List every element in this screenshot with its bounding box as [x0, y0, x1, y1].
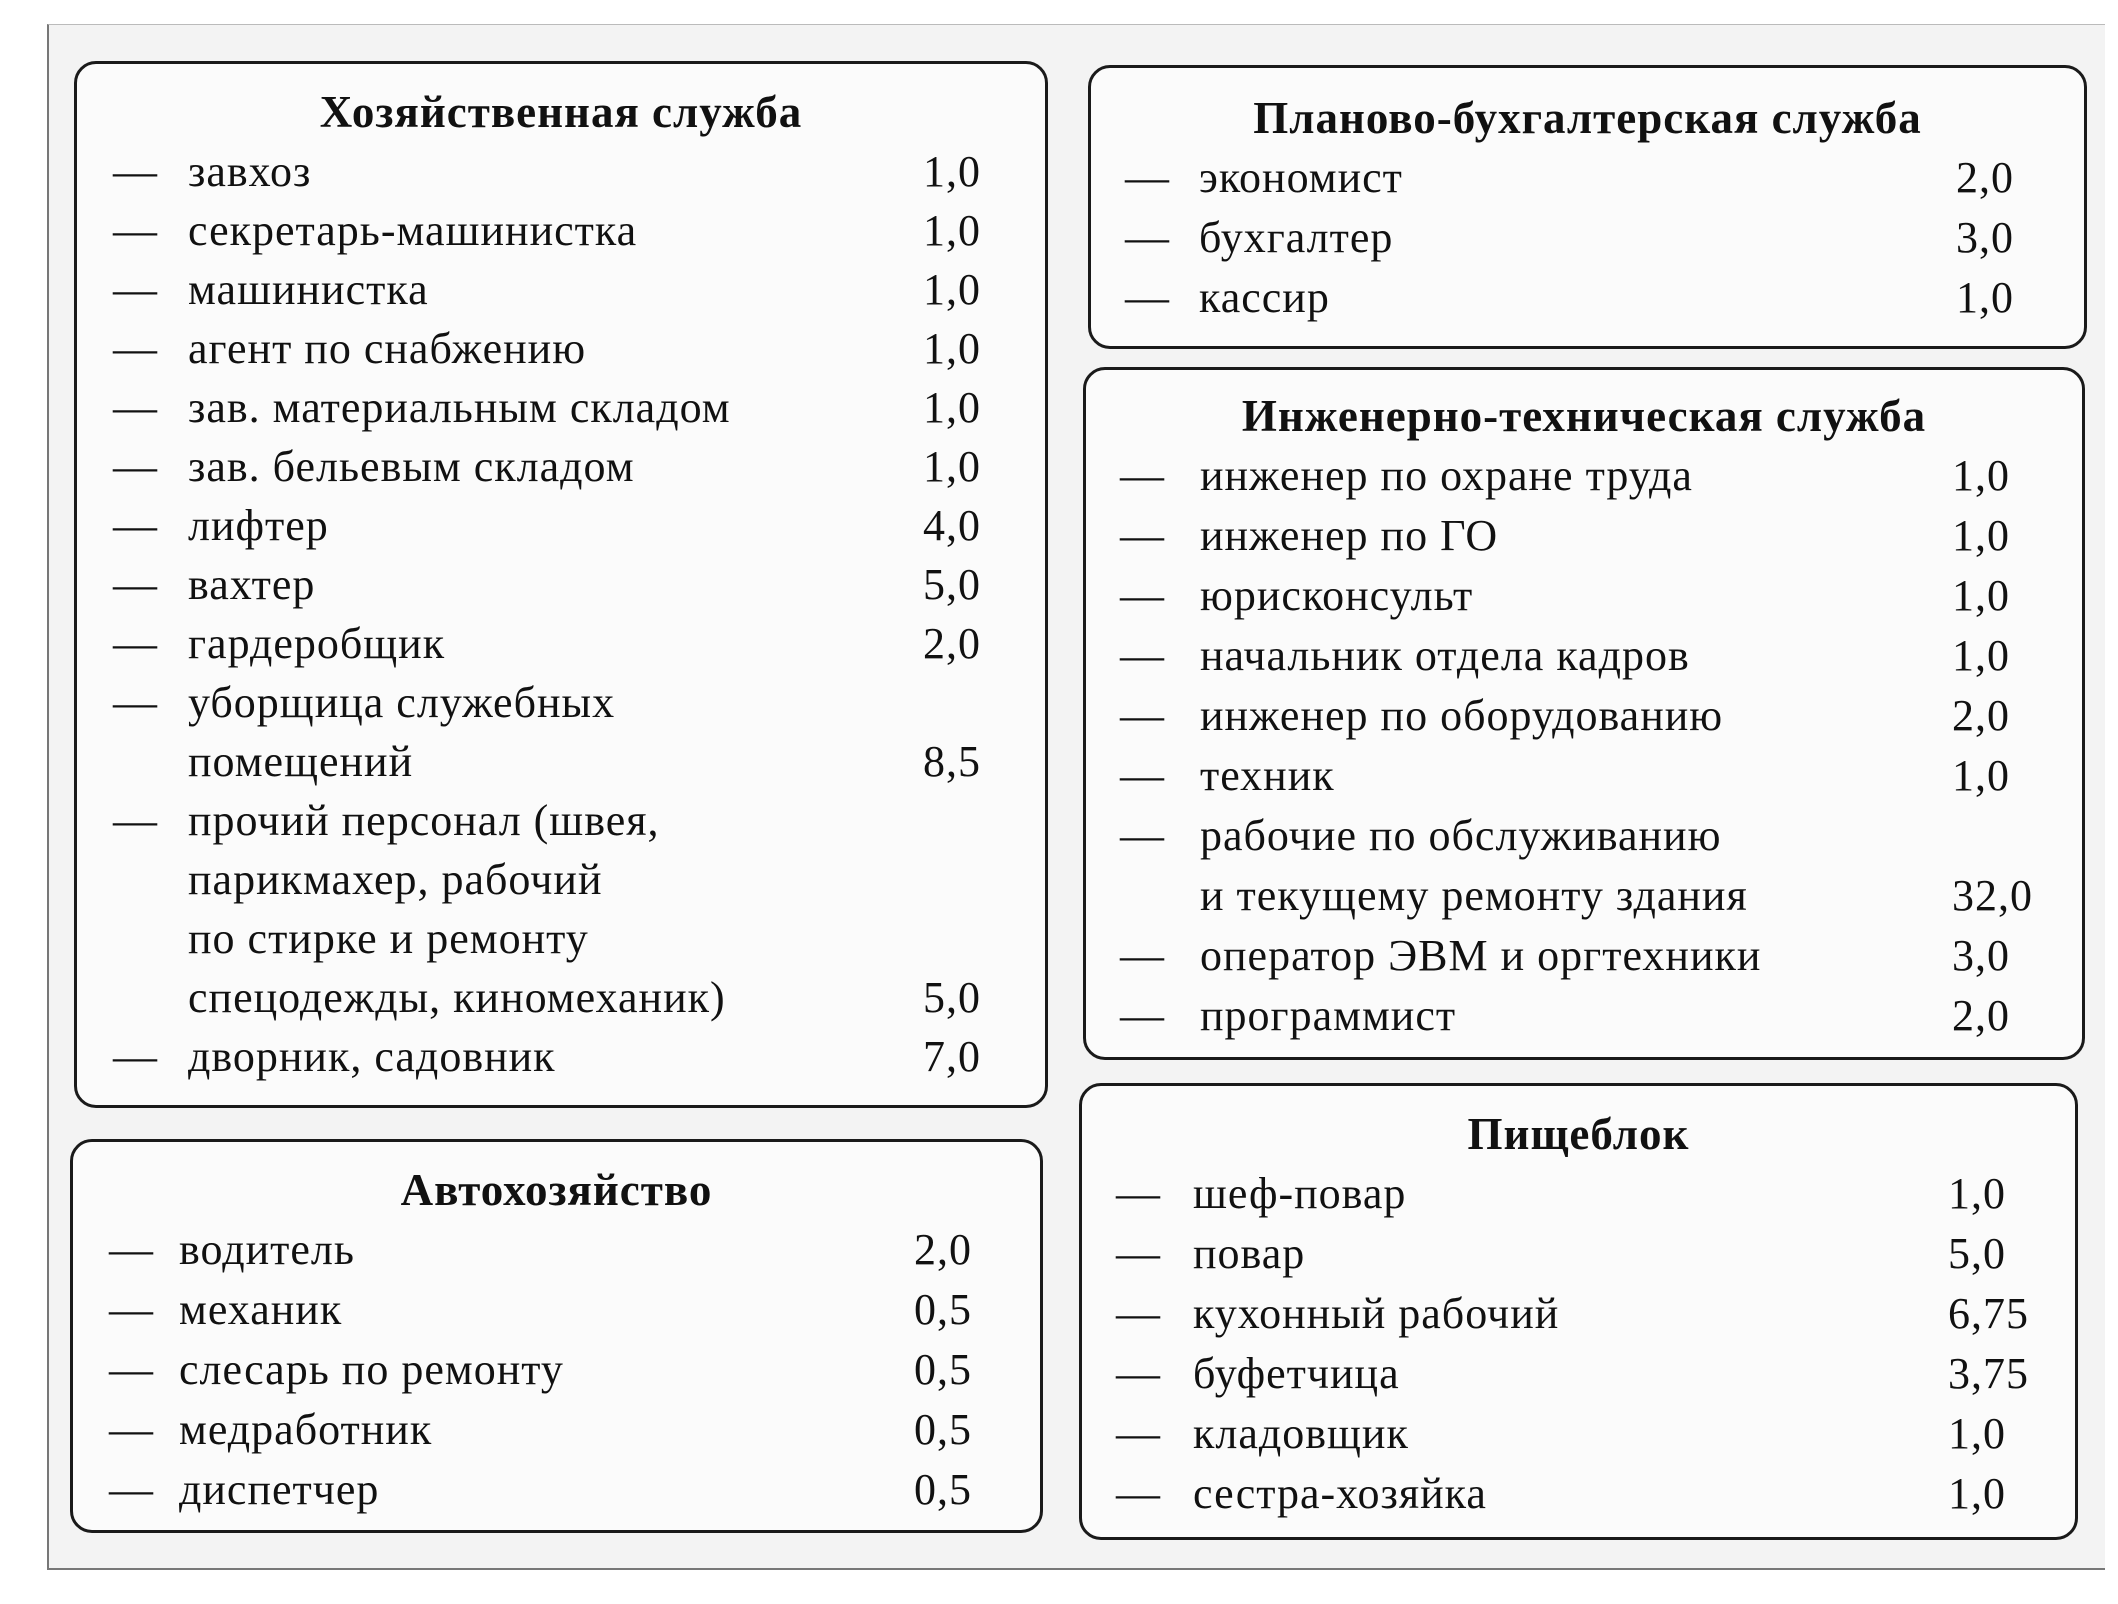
- staff-count: 1,0: [1952, 571, 2010, 620]
- position-label: диспетчер: [179, 1465, 380, 1514]
- position-label: шеф-повар: [1193, 1169, 1407, 1218]
- list-item: [77, 319, 1045, 378]
- position-label: оператор ЭВМ и оргтехники: [1200, 931, 1762, 980]
- list-item: [1082, 1344, 2075, 1404]
- list-item: [1086, 986, 2082, 1046]
- list-item: [1082, 1224, 2075, 1284]
- staff-count: 3,0: [1952, 931, 2010, 980]
- list-item: [77, 673, 1045, 791]
- staff-count: 2,0: [923, 619, 981, 668]
- dash: —: [1120, 991, 1165, 1040]
- position-label: медработник: [179, 1405, 433, 1454]
- dash: —: [113, 265, 158, 314]
- position-label: завхоз: [188, 147, 312, 196]
- dash: —: [1116, 1349, 1161, 1398]
- dash: —: [1116, 1409, 1161, 1458]
- list-item: [77, 201, 1045, 260]
- list-item: [77, 378, 1045, 437]
- staff-count: 2,0: [1952, 991, 2010, 1040]
- staff-count: 1,0: [1948, 1409, 2006, 1458]
- dash: —: [1120, 691, 1165, 740]
- list-item: [73, 1460, 1040, 1520]
- staff-count: 8,5: [923, 737, 981, 786]
- staff-count: 2,0: [1952, 691, 2010, 740]
- staff-count: 1,0: [923, 442, 981, 491]
- dash: —: [109, 1225, 154, 1274]
- position-label: зав. материальным складом: [188, 383, 731, 432]
- section-box: [70, 1139, 1043, 1533]
- staff-count: 3,75: [1948, 1349, 2029, 1398]
- position-label: бухгалтер: [1199, 213, 1394, 262]
- staff-count: 4,0: [923, 501, 981, 550]
- staff-count: 1,0: [923, 265, 981, 314]
- position-label: дворник, садовник: [188, 1032, 556, 1081]
- dash: —: [1120, 451, 1165, 500]
- dash: —: [1116, 1469, 1161, 1518]
- list-item: [73, 1220, 1040, 1280]
- list-item: [73, 1400, 1040, 1460]
- position-label: прочий персонал (швея, парикмахер, рабочий по стирке и ремонту спецодежды, киномеханик): [188, 796, 726, 1022]
- position-label: сестра-хозяйка: [1193, 1469, 1487, 1518]
- staff-count: 1,0: [923, 324, 981, 373]
- staff-count: 3,0: [1956, 213, 2014, 262]
- staff-count: 5,0: [923, 973, 981, 1022]
- dash: —: [1116, 1289, 1161, 1338]
- section-box: [74, 61, 1048, 1108]
- position-label: уборщица служебных помещений: [188, 678, 616, 786]
- position-label: агент по снабжению: [188, 324, 587, 373]
- list-item: [1086, 446, 2082, 506]
- list-item: [73, 1280, 1040, 1340]
- staff-count: 0,5: [914, 1345, 972, 1394]
- staff-count: 0,5: [914, 1285, 972, 1334]
- list-item: [77, 260, 1045, 319]
- list-item: [1082, 1164, 2075, 1224]
- position-label: кассир: [1199, 273, 1330, 322]
- dash: —: [113, 442, 158, 491]
- dash: —: [113, 796, 158, 845]
- position-label: зав. бельевым складом: [188, 442, 635, 491]
- list-item: [77, 1027, 1045, 1086]
- position-label: юрисконсульт: [1200, 571, 1474, 620]
- dash: —: [113, 147, 158, 196]
- staff-count: 1,0: [1952, 511, 2010, 560]
- section-box: [1088, 65, 2087, 349]
- dash: —: [113, 206, 158, 255]
- position-label: начальник отдела кадров: [1200, 631, 1690, 680]
- position-label: вахтер: [188, 560, 316, 609]
- staff-count: 5,0: [1948, 1229, 2006, 1278]
- list-item: [77, 555, 1045, 614]
- list-item: [77, 614, 1045, 673]
- dash: —: [1120, 511, 1165, 560]
- section-title: Хозяйственная служба: [319, 87, 803, 137]
- list-item: [77, 496, 1045, 555]
- dash: —: [113, 560, 158, 609]
- dash: —: [1120, 751, 1165, 800]
- staff-count: 1,0: [923, 206, 981, 255]
- position-label: секретарь-машинистка: [188, 206, 638, 255]
- list-item: [1086, 566, 2082, 626]
- dash: —: [1125, 153, 1170, 202]
- position-label: механик: [179, 1285, 343, 1334]
- position-label: повар: [1193, 1229, 1306, 1278]
- position-label: гардеробщик: [188, 619, 446, 668]
- dash: —: [1120, 571, 1165, 620]
- staff-count: 1,0: [1952, 751, 2010, 800]
- position-label: рабочие по обслуживанию и текущему ремонту здания: [1200, 811, 1748, 920]
- list-item: [1091, 148, 2084, 208]
- position-label: лифтер: [188, 501, 329, 550]
- position-label: кухонный рабочий: [1193, 1289, 1560, 1338]
- dash: —: [113, 1032, 158, 1081]
- dash: —: [113, 324, 158, 373]
- position-label: буфетчица: [1193, 1349, 1400, 1398]
- dash: —: [113, 383, 158, 432]
- section-title: Пищеблок: [1467, 1109, 1690, 1159]
- staff-count: 5,0: [923, 560, 981, 609]
- dash: —: [113, 678, 158, 727]
- staff-count: 1,0: [1948, 1169, 2006, 1218]
- position-label: программист: [1200, 991, 1457, 1040]
- dash: —: [1125, 213, 1170, 262]
- section-list: [1091, 148, 2084, 328]
- section-list: [73, 1220, 1040, 1520]
- list-item: [1082, 1404, 2075, 1464]
- section-list: [1086, 446, 2082, 1046]
- position-label: экономист: [1199, 153, 1403, 202]
- dash: —: [109, 1405, 154, 1454]
- list-item: [1086, 626, 2082, 686]
- list-item: [1091, 268, 2084, 328]
- staff-count: 7,0: [923, 1032, 981, 1081]
- position-label: техник: [1200, 751, 1335, 800]
- staff-count: 1,0: [1952, 451, 2010, 500]
- list-item: [1086, 746, 2082, 806]
- position-label: машинистка: [188, 265, 429, 314]
- list-item: [1086, 806, 2082, 926]
- dash: —: [1120, 811, 1165, 860]
- staff-count: 1,0: [923, 383, 981, 432]
- dash: —: [109, 1465, 154, 1514]
- list-item: [73, 1340, 1040, 1400]
- dash: —: [109, 1285, 154, 1334]
- position-label: инженер по оборудованию: [1200, 691, 1724, 740]
- staff-count: 6,75: [1948, 1289, 2029, 1338]
- staff-count: 32,0: [1952, 871, 2033, 920]
- section-box: [1079, 1083, 2078, 1540]
- position-label: слесарь по ремонту: [179, 1345, 564, 1394]
- list-item: [1086, 506, 2082, 566]
- section-list: [77, 142, 1045, 1086]
- staff-count: 2,0: [1956, 153, 2014, 202]
- staff-count: 1,0: [1956, 273, 2014, 322]
- staff-count: 1,0: [923, 147, 981, 196]
- staff-count: 0,5: [914, 1465, 972, 1514]
- staff-count: 1,0: [1948, 1469, 2006, 1518]
- dash: —: [1116, 1169, 1161, 1218]
- dash: —: [113, 501, 158, 550]
- list-item: [77, 437, 1045, 496]
- dash: —: [1116, 1229, 1161, 1278]
- list-item: [1086, 926, 2082, 986]
- dash: —: [113, 619, 158, 668]
- list-item: [1082, 1284, 2075, 1344]
- dash: —: [1120, 631, 1165, 680]
- section-title: Планово-бухгалтерская служба: [1253, 93, 1922, 143]
- staff-count: 2,0: [914, 1225, 972, 1274]
- section-title: Инженерно-техническая служба: [1241, 391, 1927, 441]
- staff-count: 0,5: [914, 1405, 972, 1454]
- list-item: [77, 791, 1045, 1027]
- dash: —: [109, 1345, 154, 1394]
- position-label: инженер по ГО: [1200, 511, 1499, 560]
- list-item: [1091, 208, 2084, 268]
- dash: —: [1120, 931, 1165, 980]
- staff-count: 1,0: [1952, 631, 2010, 680]
- position-label: инженер по охране труда: [1200, 451, 1693, 500]
- list-item: [1086, 686, 2082, 746]
- list-item: [77, 142, 1045, 201]
- section-box: [1083, 367, 2085, 1060]
- list-item: [1082, 1464, 2075, 1524]
- position-label: кладовщик: [1193, 1409, 1409, 1458]
- section-title: Автохозяйство: [400, 1165, 713, 1215]
- dash: —: [1125, 273, 1170, 322]
- section-list: [1082, 1164, 2075, 1524]
- position-label: водитель: [179, 1225, 355, 1274]
